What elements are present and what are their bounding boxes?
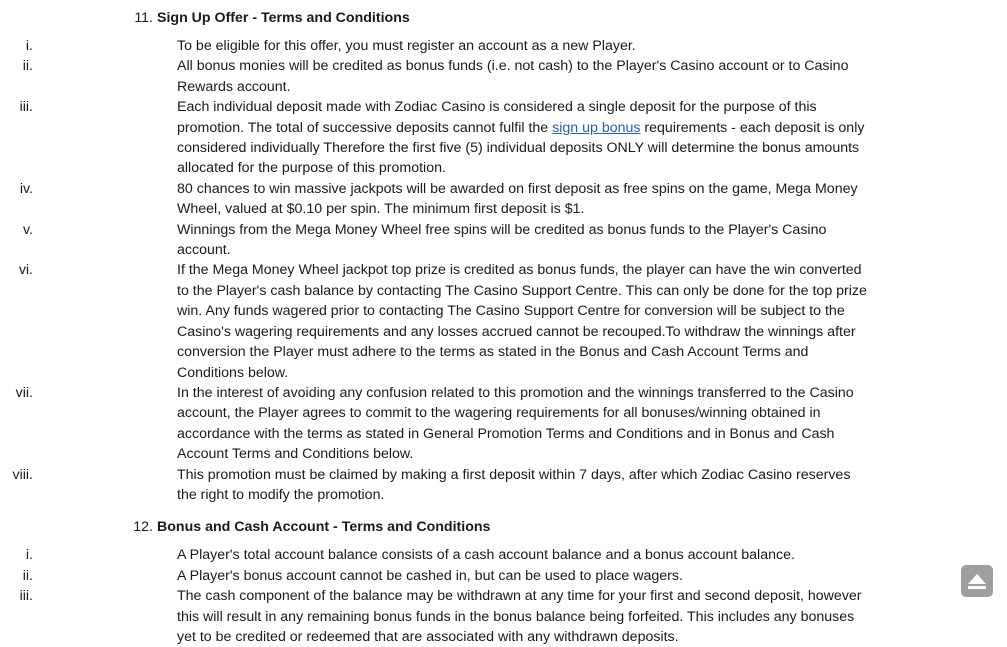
item-text: Winnings from the Mega Money Wheel free spins will be credited as bonus funds to the Player's Casino account. [177, 221, 827, 259]
list-item [0, 179, 867, 220]
list-item [0, 260, 867, 382]
list-item [0, 220, 867, 261]
item-text: In the interest of avoiding any confusion related to this promotion and the winnings transferred to the Casino account, the Player agrees to commit to the wagering requirements for all bonuses/winning obtained in accordance with the terms as stated in General Promotion Terms and Conditions and in Bonus and Cash Account Terms and Conditions below. [177, 384, 854, 463]
scroll-to-top-button[interactable] [961, 565, 993, 597]
item-number: iii. [19, 99, 33, 116]
item-number: iv. [19, 180, 33, 197]
item-number: vi. [18, 262, 33, 279]
item-text: A Player's total account balance consists of a cash account balance and a bonus account balance. [177, 547, 795, 564]
section-sign-up-offer [0, 8, 1007, 505]
item-text: The cash component of the balance may be withdrawn at any time for your first and second deposit, however this will result in any remaining bonus funds in the bonus balance being forfeited. This includes any bonuses yet to be credited or redeemed that are associated with any withdrawn deposits. [177, 588, 862, 645]
list-item [0, 566, 867, 586]
section-title: Bonus and Cash Account - Terms and Conditions [157, 519, 491, 536]
terms-content [0, 8, 1007, 647]
list-item [0, 383, 867, 465]
item-number: i. [25, 38, 33, 54]
item-text: If the Mega Money Wheel jackpot top prize is credited as bonus funds, the player can have the win converted to the Player's cash balance by contacting The Casino Support Centre. This can only be done for the top prize win. Any funds wagered prior to contacting The Casino Support Centre for conversion will be subject to the Casino's wagering requirements and any losses accrued cannot be recouped.To withdraw the winnings after conversion the Player must adhere to the terms as stated in the Bonus and Cash Account Terms and Conditions below. [177, 262, 867, 381]
list-item [0, 586, 867, 647]
item-text: To be eligible for this offer, you must register an account as a new Player. [177, 38, 636, 54]
sign-up-bonus-link[interactable]: sign up bonus [552, 119, 641, 136]
list-item [0, 97, 867, 179]
item-number: v. [23, 221, 33, 238]
item-number: vii. [15, 384, 33, 401]
section-bonus-cash-account [0, 517, 1007, 647]
list-item [0, 56, 867, 97]
item-text: All bonus monies will be credited as bonus funds (i.e. not cash) to the Player's Casino account or to Casino Rewards account. [177, 58, 849, 95]
section-header [0, 517, 1007, 537]
terms-list [0, 36, 1007, 505]
section-number: 12. [133, 519, 153, 536]
item-text: A Player's bonus account cannot be cashed in, but can be used to place wagers. [177, 567, 683, 584]
item-number: ii. [22, 567, 33, 584]
item-text: This promotion must be claimed by making a first deposit within 7 days, after which Zodiac Casino reserves the right to modify the promotion. [177, 466, 851, 503]
item-text: 80 chances to win massive jackpots will be awarded on first deposit as free spins on the game, Mega Money Wheel, valued at $0.10 per spin. The minimum first deposit is $1. [177, 180, 858, 218]
item-number: i. [25, 547, 33, 564]
section-number: 11. [134, 10, 153, 26]
item-text-before-link: Each individual deposit made with Zodiac Casino is considered a single deposit for the purpose of this promotion. The total of successive deposits cannot fulfil the [177, 99, 817, 136]
chevron-up-icon [961, 565, 993, 597]
section-title: Sign Up Offer - Terms and Conditions [157, 10, 410, 26]
item-number: ii. [22, 58, 33, 75]
item-text-with-link [177, 99, 864, 176]
item-number: iii. [19, 588, 33, 605]
list-item [0, 465, 867, 506]
section-header [0, 8, 1007, 28]
terms-list [0, 545, 1007, 647]
list-item [0, 545, 867, 565]
item-text-after-link: requirements - each deposit is only considered individually Therefore the first five (5) individual deposits ONLY will determine the bonus amounts allocated for the purpose of this promotion. [177, 119, 865, 177]
item-number: viii. [12, 466, 33, 483]
list-item [0, 36, 867, 56]
